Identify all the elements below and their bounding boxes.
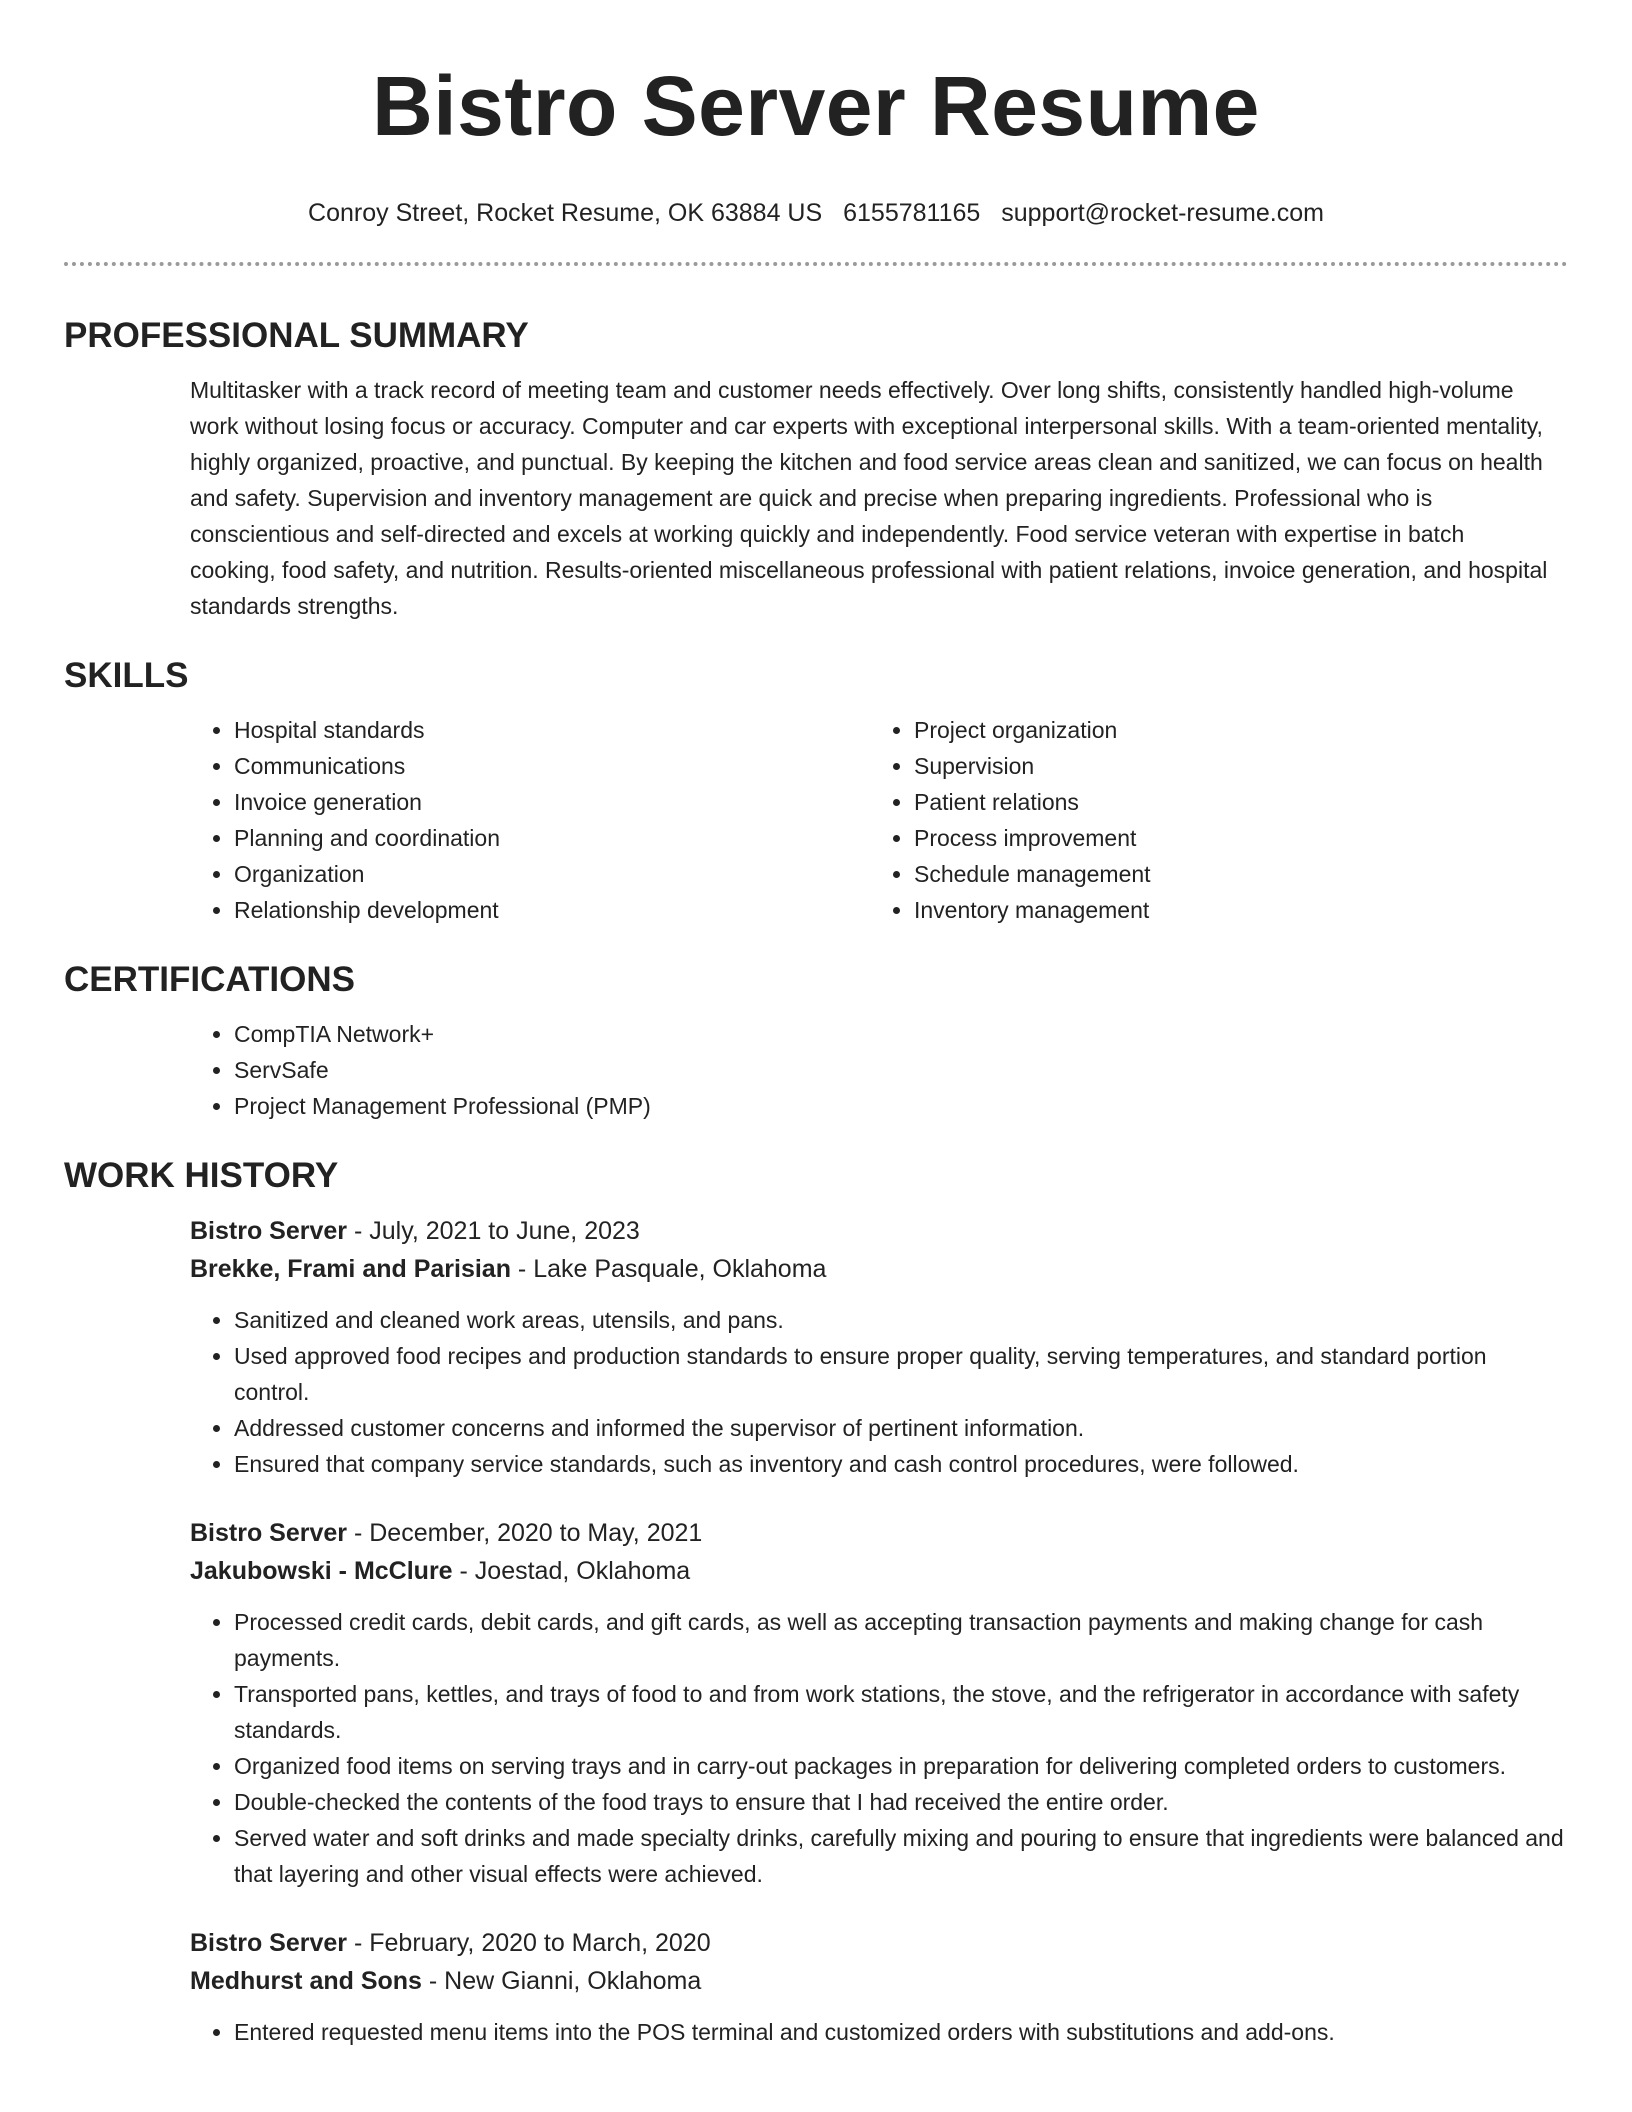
skill-item: • Organization [234, 856, 870, 892]
job-company: Medhurst and Sons [190, 1967, 422, 1995]
job-bullet: • Double-checked the contents of the food trays to ensure that I had received the entire order. [234, 1784, 1568, 1820]
job-title: Bistro Server [190, 1217, 348, 1245]
certifications-list [190, 1016, 1568, 1124]
contact-line [64, 196, 1568, 230]
job-bullet: • Processed credit cards, debit cards, and gift cards, as well as accepting transaction payments and making change for cash payments. [234, 1604, 1568, 1676]
summary-heading: PROFESSIONAL SUMMARY [64, 316, 529, 355]
skill-item: • Patient relations [914, 784, 1568, 820]
job-company-line [190, 1250, 1568, 1288]
job-bullet: • Sanitized and cleaned work areas, utensils, and pans. [234, 1302, 1568, 1338]
skill-item: • Supervision [914, 748, 1568, 784]
job-title: Bistro Server [190, 1929, 348, 1957]
job-title-line [190, 1212, 1568, 1250]
job-bullet: • Transported pans, kettles, and trays of food to and from work stations, the stove, and the refrigerator in accordance with safety standards. [234, 1676, 1568, 1748]
skill-item: • Relationship development [234, 892, 870, 928]
skill-item: • Hospital standards [234, 712, 870, 748]
job-dates: - December, 2020 to May, 2021 [347, 1519, 703, 1547]
skills-section [64, 654, 1568, 928]
job-bullet: • Used approved food recipes and production standards to ensure proper quality, serving temperatures, and standard portion control. [234, 1338, 1568, 1410]
job-title: Bistro Server [190, 1519, 348, 1547]
work-history-heading: WORK HISTORY [64, 1156, 339, 1195]
job-dates: - July, 2021 to June, 2023 [347, 1217, 640, 1245]
job-company-line [190, 1552, 1568, 1590]
skill-item: • Planning and coordination [234, 820, 870, 856]
job-bullets [190, 2014, 1568, 2050]
skill-item: • Project organization [914, 712, 1568, 748]
job-company: Brekke, Frami and Parisian [190, 1255, 511, 1283]
skill-item: • Process improvement [914, 820, 1568, 856]
skills-heading: SKILLS [64, 656, 189, 695]
job-bullet: • Ensured that company service standards, such as inventory and cash control procedures, were followed. [234, 1446, 1568, 1482]
job-bullet: • Served water and soft drinks and made specialty drinks, carefully mixing and pouring to ensure that ingredients were balanced and that layering and other visual effects were achieved. [234, 1820, 1568, 1892]
skill-item: • Invoice generation [234, 784, 870, 820]
certification-item: • Project Management Professional (PMP) [234, 1088, 1568, 1124]
skill-item: • Communications [234, 748, 870, 784]
resume-title: Bistro Server Resume [372, 59, 1260, 153]
job-title-line [190, 1924, 1568, 1962]
job-company-line [190, 1962, 1568, 2000]
work-history-section [64, 1154, 1568, 2050]
certification-item: • ServSafe [234, 1052, 1568, 1088]
skill-item: • Schedule management [914, 856, 1568, 892]
job-entry [190, 1924, 1568, 2050]
skill-item: • Inventory management [914, 892, 1568, 928]
certifications-heading: CERTIFICATIONS [64, 960, 356, 999]
job-company: Jakubowski - McClure [190, 1557, 453, 1585]
job-bullets [190, 1302, 1568, 1482]
contact-email: support@rocket-resume.com [1001, 199, 1324, 227]
job-entry [190, 1514, 1568, 1892]
job-bullets [190, 1604, 1568, 1892]
job-entry [190, 1212, 1568, 1482]
certification-item: • CompTIA Network+ [234, 1016, 1568, 1052]
job-bullet: • Addressed customer concerns and informed the supervisor of pertinent information. [234, 1410, 1568, 1446]
contact-address: Conroy Street, Rocket Resume, OK 63884 US [308, 199, 823, 227]
job-location: - Lake Pasquale, Oklahoma [510, 1255, 827, 1283]
skills-right-list [870, 712, 1568, 928]
job-bullet: • Organized food items on serving trays and in carry-out packages in preparation for delivering completed orders to customers. [234, 1748, 1568, 1784]
header-divider [64, 262, 1568, 266]
contact-phone: 6155781165 [843, 199, 981, 227]
job-location: - New Gianni, Oklahoma [421, 1967, 702, 1995]
skills-grid [190, 712, 1568, 928]
job-location: - Joestad, Oklahoma [452, 1557, 691, 1585]
summary-section [64, 314, 1568, 624]
job-bullet: • Entered requested menu items into the POS terminal and customized orders with substitutions and add-ons. [234, 2014, 1568, 2050]
summary-text: Multitasker with a track record of meeting team and customer needs effectively. Over long shifts, consistently handled high-volume work without losing focus or accuracy. Computer and car experts with exceptional interpersonal skills. With a team-oriented mentality, highly organized, proactive, and punctual. By keeping the kitchen and food service areas clean and sanitized, we can focus on health and safety. Supervision and inventory management are quick and precise when preparing ingredients. Professional who is conscientious and self-directed and excels at working quickly and independently. Food service veteran with expertise in batch cooking, food safety, and nutrition. Results-oriented miscellaneous professional with patient relations, invoice generation, and hospital standards strengths. [190, 377, 1548, 619]
skills-left-list [190, 712, 870, 928]
certifications-section [64, 958, 1568, 1124]
job-dates: - February, 2020 to March, 2020 [347, 1929, 711, 1957]
job-title-line [190, 1514, 1568, 1552]
